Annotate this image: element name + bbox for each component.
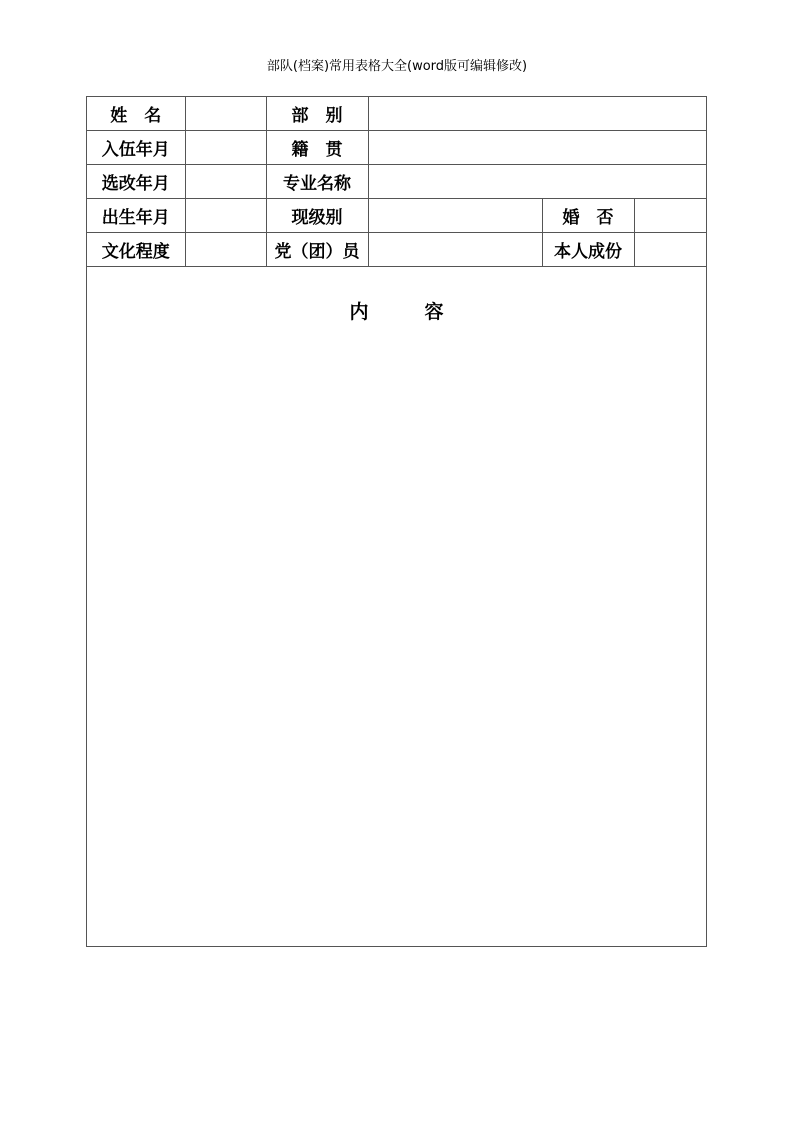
label-unit: 部 别 xyxy=(266,97,368,131)
table-row xyxy=(87,131,706,165)
document-header-title: 部队(档案)常用表格大全(word版可编辑修改) xyxy=(266,59,528,74)
value-education[interactable] xyxy=(185,233,266,267)
value-birth-date[interactable] xyxy=(185,199,266,233)
personnel-form xyxy=(86,96,707,947)
content-section-title xyxy=(87,297,706,324)
label-enlistment-date: 入伍年月 xyxy=(87,131,185,165)
value-party-membership[interactable] xyxy=(368,233,542,267)
value-current-rank[interactable] xyxy=(368,199,542,233)
content-title-left: 内 xyxy=(349,301,369,323)
label-name: 姓 名 xyxy=(87,97,185,131)
label-party-membership: 党（团）员 xyxy=(266,233,368,267)
table-row xyxy=(87,97,706,131)
label-conversion-date: 选改年月 xyxy=(87,165,185,199)
label-family-background: 本人成份 xyxy=(542,233,634,267)
personal-info-table xyxy=(87,97,706,267)
value-marital-status[interactable] xyxy=(634,199,706,233)
value-specialty[interactable] xyxy=(368,165,706,199)
label-native-place: 籍 贯 xyxy=(266,131,368,165)
content-title-right: 容 xyxy=(424,301,444,323)
value-name[interactable] xyxy=(185,97,266,131)
label-education: 文化程度 xyxy=(87,233,185,267)
value-unit[interactable] xyxy=(368,97,706,131)
value-conversion-date[interactable] xyxy=(185,165,266,199)
label-current-rank: 现级别 xyxy=(266,199,368,233)
table-row xyxy=(87,165,706,199)
table-row xyxy=(87,199,706,233)
table-row xyxy=(87,233,706,267)
label-specialty: 专业名称 xyxy=(266,165,368,199)
value-enlistment-date[interactable] xyxy=(185,131,266,165)
value-native-place[interactable] xyxy=(368,131,706,165)
value-family-background[interactable] xyxy=(634,233,706,267)
label-marital-status: 婚 否 xyxy=(542,199,634,233)
label-birth-date: 出生年月 xyxy=(87,199,185,233)
